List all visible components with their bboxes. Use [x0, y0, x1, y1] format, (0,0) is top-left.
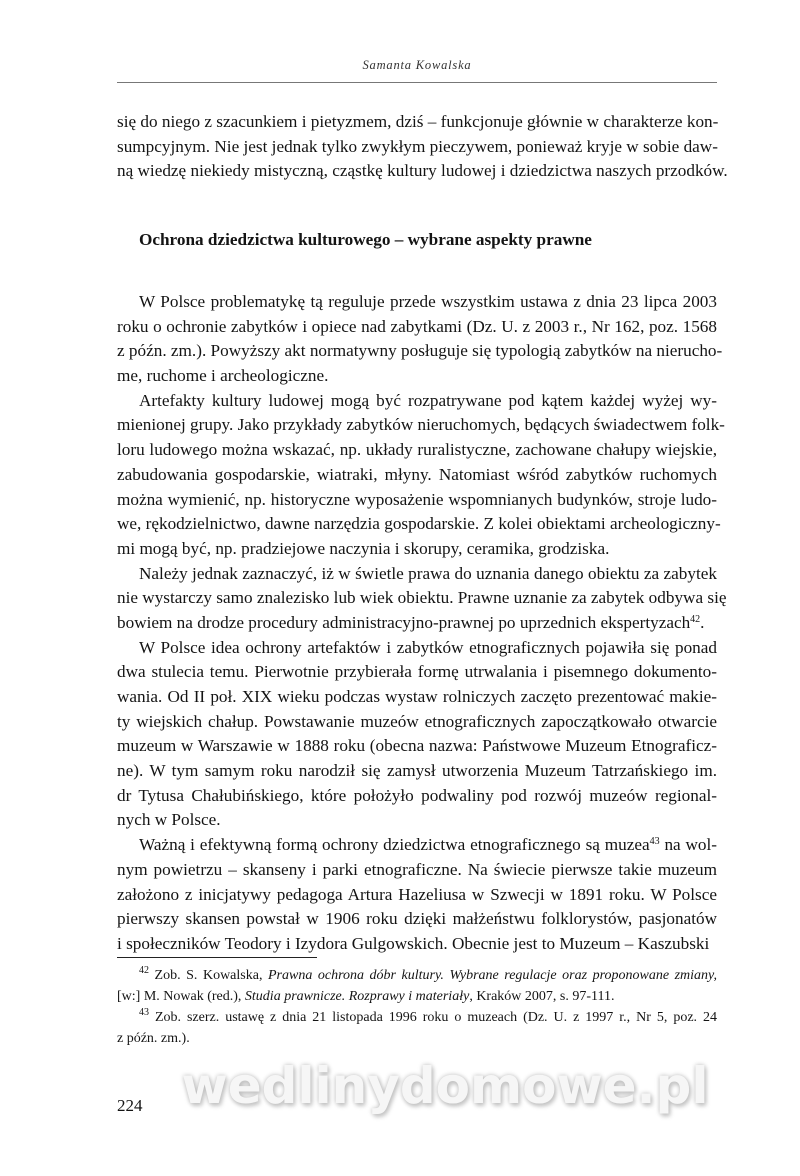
line-text: z późn. zm.). Powyższy akt normatywny posługuje się typologią zabytków na nierucho-	[117, 341, 723, 361]
line-text: ne). W tym samym roku narodził się zamysł utworzenia Muzeum Tatrzańskiego im.	[117, 761, 717, 781]
text-line	[117, 636, 717, 661]
section-heading: Ochrona dziedzictwa kulturowego – wybrane aspekty prawne	[139, 230, 592, 249]
line-text: dwa stulecia temu. Pierwotnie przybierała formę utrwalania i pisemnego dokumento-	[117, 662, 717, 682]
text-line	[117, 512, 721, 537]
line-text: mi mogą być, np. pradziejowe naczynia i skorupy, ceramika, grodziska.	[117, 538, 610, 558]
footnote-number: 43	[139, 1007, 149, 1018]
line-text: loru ludowego można wskazać, np. układy ruralistyczne, zachowane chałupy wiejskie,	[117, 440, 717, 460]
text-line	[117, 290, 717, 315]
footnote-ref[interactable]: 43	[649, 836, 660, 848]
text-line	[117, 389, 717, 414]
line-text: można wymienić, np. historyczne wyposażenie wspomnianych budynków, stroje ludo-	[117, 489, 717, 509]
line-text: zabudowania gospodarskie, wiatraki, młyny. Natomiast wśród zabytków ruchomych	[117, 464, 717, 484]
text-line	[117, 685, 717, 710]
footnotes	[117, 965, 717, 1049]
text-line	[117, 932, 717, 957]
text-line	[117, 710, 717, 735]
intro-paragraph	[117, 110, 728, 184]
text-line	[117, 759, 717, 784]
footnote-text: Zob. S. Kowalska,	[149, 968, 268, 983]
line-text: me, ruchome i archeologiczne.	[117, 366, 329, 386]
line-text: pierwszy skansen powstał w 1906 roku dzięki małżeństwu folklorystów, pasjonatów	[117, 909, 717, 929]
line-text: nie wystarczy samo znalezisko lub wiek obiektu. Prawne uznanie za zabytek odbywa się	[117, 588, 727, 608]
line-text: .	[700, 612, 705, 632]
line-text: bowiem na drodze procedury administracyjno-prawnej po uprzednich ekspertyzach	[117, 612, 691, 632]
text-line	[117, 364, 717, 389]
line-text: na wol-	[659, 835, 717, 855]
footnote-text: , Kraków 2007, s. 97-111.	[469, 989, 615, 1004]
text-line	[117, 537, 717, 562]
text-line	[117, 586, 727, 611]
footnote-text: Zob. szerz. ustawę z dnia 21 listopada 1996 roku o muzeach (Dz. U. z 1997 r., Nr 5, poz. 24	[149, 1010, 717, 1025]
line-text: mienionej grupy. Jako przykłady zabytków nieruchomych, będących świadectwem folk-	[117, 415, 725, 435]
text-line	[117, 833, 717, 858]
line-text: i społeczników Teodory i Izydora Gulgowskich. Obecnie jest to Muzeum – Kaszubski	[117, 933, 710, 953]
text-line	[117, 611, 717, 636]
watermark: wedlinydomowe.pl	[181, 1057, 709, 1115]
text-line	[117, 858, 717, 883]
line-text: Należy jednak zaznaczyć, iż w świetle prawa do uznania danego obiektu za zabytek	[139, 563, 717, 583]
line-text: W Polsce problematykę tą reguluje przede wszystkim ustawa z dnia 23 lipca 2003	[139, 292, 717, 311]
line-text: założono z inicjatywy pedagoga Artura Hazeliusa w Szwecji w 1891 roku. W Polsce	[117, 884, 717, 904]
text-line	[117, 784, 717, 809]
line-text: Ważną i efektywną formą ochrony dziedzictwa etnograficznego są muzea	[139, 835, 650, 855]
text-line	[117, 660, 717, 685]
text-line	[117, 562, 717, 587]
page-number: 224	[117, 1096, 143, 1115]
text-line	[117, 907, 717, 932]
body-text	[117, 290, 727, 957]
line-text: W Polsce idea ochrony artefaktów i zabytków etnograficznych pojawiła się ponad	[139, 637, 717, 657]
footnote-title: Studia prawnicze. Rozprawy i materiały	[244, 989, 470, 1004]
running-header: Samanta Kowalska	[362, 58, 472, 72]
line-text: roku o ochronie zabytków i opiece nad zabytkami (Dz. U. z 2003 r., Nr 162, poz. 1568	[117, 316, 717, 336]
line-text: nym powietrzu – skanseny i parki etnograficzne. Na świecie pierwsze takie muzeum	[117, 859, 717, 879]
text-line	[117, 413, 725, 438]
text-line	[117, 488, 717, 513]
line-text: Artefakty kultury ludowej mogą być rozpatrywane pod kątem każdej wyżej wy-	[139, 390, 717, 410]
footnote-43	[117, 1007, 717, 1028]
line-text: muzeum w Warszawie w 1888 roku (obecna nazwa: Państwowe Muzeum Etnograficz-	[117, 736, 717, 756]
text-line: ną wiedzę niekiedy mistyczną, cząstkę kultury ludowej i dziedzictwa naszych przodków.	[117, 161, 728, 181]
footnote-title: Prawna ochrona dóbr kultury. Wybrane regulacje oraz proponowane zmiany,	[268, 968, 718, 983]
text-line	[117, 808, 717, 833]
footnote-number: 42	[139, 965, 149, 976]
text-line: się do niego z szacunkiem i pietyzmem, dziś – funkcjonuje głównie w charakterze kon-	[117, 112, 719, 131]
text-line	[117, 734, 717, 759]
text-line: sumpcyjnym. Nie jest jednak tylko zwykłym pieczywem, ponieważ kryje w sobie daw-	[117, 136, 718, 156]
footnote-text: [w:] M. Nowak (red.),	[117, 989, 245, 1004]
text-line	[117, 315, 717, 340]
footnote-43-cont: z późn. zm.).	[117, 1031, 190, 1046]
text-line	[117, 463, 717, 488]
text-line	[117, 339, 723, 364]
footnote-rule	[117, 957, 317, 958]
line-text: nych w Polsce.	[117, 810, 221, 830]
footnote-ref[interactable]: 42	[690, 613, 701, 625]
line-text: wania. Od II poł. XIX wieku podczas wystaw rolniczych zaczęto prezentować makie-	[117, 687, 717, 706]
line-text: we, rękodzielnictwo, dawne narzędzia gospodarskie. Z kolei obiektami archeologiczny-	[117, 514, 721, 534]
footnote-42-cont	[117, 986, 717, 1007]
line-text: ty wiejskich chałup. Powstawanie muzeów etnograficznych zapoczątkowało otwarcie	[117, 711, 717, 731]
line-text: dr Tytusa Chałubińskiego, które położyło podwaliny pod rozwój muzeów regional-	[117, 785, 717, 805]
text-line	[117, 883, 717, 908]
text-line	[117, 438, 717, 463]
header-rule	[117, 82, 717, 83]
footnote-42	[117, 965, 717, 986]
